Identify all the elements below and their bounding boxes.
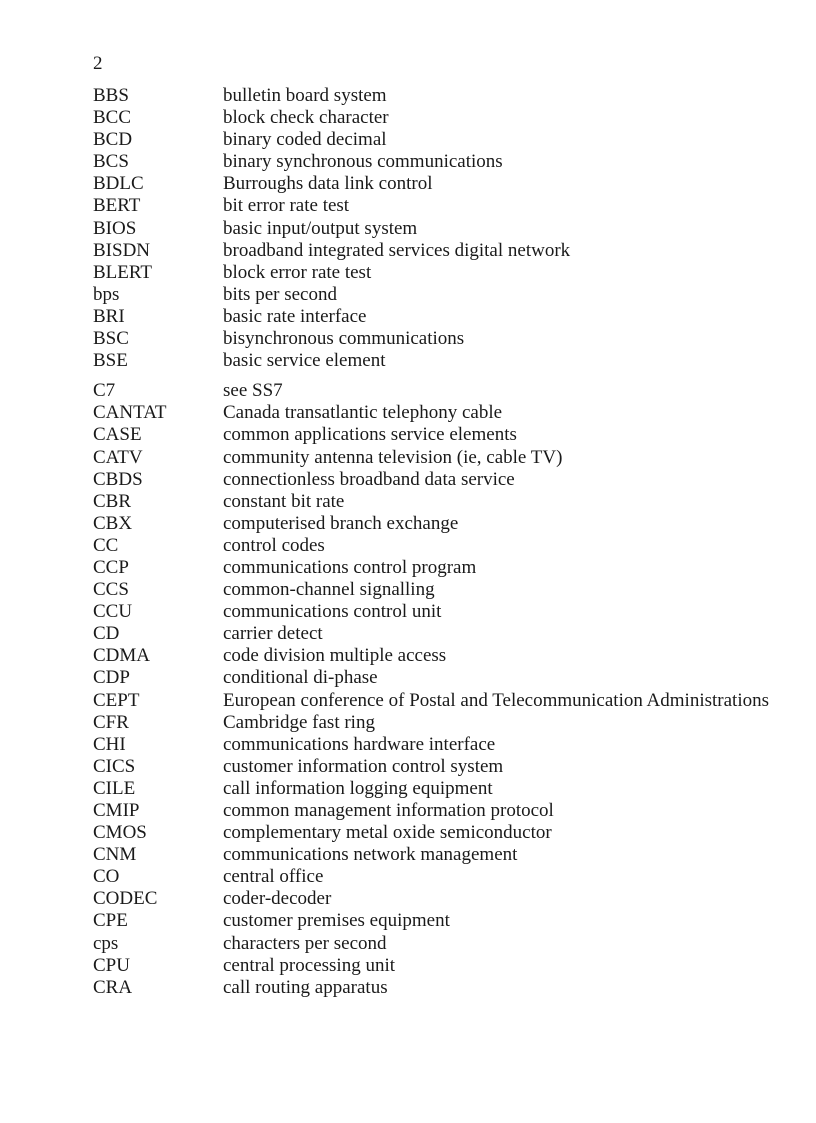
glossary-entry — [93, 328, 783, 350]
abbreviation: CBR — [93, 490, 132, 512]
abbreviation: CATV — [93, 446, 143, 468]
definition: call information logging equipment — [223, 777, 493, 799]
abbreviation: BCS — [93, 151, 129, 173]
glossary-entry — [93, 977, 783, 999]
glossary-entry — [93, 262, 783, 284]
definition: carrier detect — [223, 623, 323, 645]
definition: coder-decoder — [223, 888, 332, 910]
definition: binary synchronous communications — [223, 151, 503, 173]
definition: conditional di-phase — [223, 667, 378, 689]
abbreviation: CPE — [93, 910, 128, 932]
glossary-entry — [93, 402, 783, 424]
abbreviation: CFR — [93, 711, 129, 733]
glossary-entry — [93, 910, 783, 932]
definition: communications control program — [223, 556, 477, 578]
abbreviation: BIOS — [93, 217, 137, 239]
glossary-entry — [93, 712, 783, 734]
abbreviation: CNM — [93, 844, 137, 866]
glossary-entry — [93, 579, 783, 601]
glossary-list — [93, 85, 783, 999]
definition: block check character — [223, 107, 389, 129]
glossary-entry — [93, 822, 783, 844]
definition: Burroughs data link control — [223, 173, 433, 195]
definition: block error rate test — [223, 261, 372, 283]
abbreviation: CMIP — [93, 800, 140, 821]
definition: basic rate interface — [223, 305, 367, 327]
abbreviation: CHI — [93, 733, 126, 755]
definition: bulletin board system — [223, 85, 387, 106]
glossary-entry — [93, 690, 783, 712]
glossary-entry — [93, 218, 783, 240]
definition: common-channel signalling — [223, 579, 435, 601]
glossary-entry — [93, 513, 783, 535]
abbreviation: BCC — [93, 107, 132, 129]
glossary-entry — [93, 955, 783, 977]
definition: central processing unit — [223, 954, 396, 976]
glossary-entry — [93, 933, 783, 955]
glossary-entry — [93, 601, 783, 623]
abbreviation: CBX — [93, 512, 133, 534]
definition: customer information control system — [223, 755, 504, 777]
abbreviation: CCS — [93, 579, 129, 601]
glossary-entry — [93, 469, 783, 491]
glossary-entry — [93, 491, 783, 513]
glossary-group-b — [93, 85, 783, 372]
glossary-entry — [93, 535, 783, 557]
abbreviation: CICS — [93, 755, 136, 777]
glossary-entry — [93, 284, 783, 306]
definition: customer premises equipment — [223, 910, 450, 932]
glossary-entry — [93, 85, 783, 107]
abbreviation: BLERT — [93, 261, 153, 283]
glossary-entry — [93, 645, 783, 667]
glossary-entry — [93, 888, 783, 910]
glossary-entry — [93, 424, 783, 446]
abbreviation: CCU — [93, 601, 133, 623]
abbreviation: CANTAT — [93, 402, 167, 424]
abbreviation: bps — [93, 283, 120, 305]
glossary-entry — [93, 129, 783, 151]
glossary-entry — [93, 240, 783, 262]
abbreviation: BCD — [93, 129, 133, 151]
abbreviation: CODEC — [93, 888, 158, 910]
definition: community antenna television (ie, cable TV) — [223, 446, 563, 468]
definition: see SS7 — [223, 380, 283, 402]
abbreviation: BSC — [93, 328, 129, 350]
abbreviation: CDMA — [93, 645, 151, 667]
definition: Canada transatlantic telephony cable — [223, 402, 503, 424]
abbreviation: CRA — [93, 976, 133, 998]
definition: basic service element — [223, 350, 386, 372]
abbreviation: CPU — [93, 954, 130, 976]
glossary-entry — [93, 800, 783, 822]
glossary-entry — [93, 350, 783, 372]
glossary-entry — [93, 557, 783, 579]
glossary-entry — [93, 623, 783, 645]
glossary-entry — [93, 151, 783, 173]
abbreviation: BISDN — [93, 239, 151, 261]
abbreviation: CILE — [93, 777, 136, 799]
definition: control codes — [223, 534, 325, 556]
abbreviation: CMOS — [93, 822, 147, 844]
definition: common applications service elements — [223, 424, 517, 446]
abbreviation: CD — [93, 623, 120, 645]
glossary-entry — [93, 380, 783, 402]
definition: complementary metal oxide semiconductor — [223, 822, 552, 844]
glossary-entry — [93, 756, 783, 778]
definition: central office — [223, 866, 324, 888]
glossary-entry — [93, 306, 783, 328]
definition: code division multiple access — [223, 645, 447, 667]
abbreviation: CBDS — [93, 468, 143, 490]
abbreviation: BSE — [93, 350, 128, 372]
abbreviation: BBS — [93, 85, 129, 106]
glossary-entry — [93, 107, 783, 129]
glossary-group-c — [93, 380, 783, 999]
glossary-entry — [93, 866, 783, 888]
glossary-entry — [93, 667, 783, 689]
definition: common management information protocol — [223, 800, 554, 821]
abbreviation: CEPT — [93, 689, 140, 711]
definition: constant bit rate — [223, 490, 345, 512]
definition: connectionless broadband data service — [223, 468, 515, 490]
abbreviation: CCP — [93, 556, 129, 578]
definition: Cambridge fast ring — [223, 711, 375, 733]
abbreviation: CO — [93, 866, 120, 888]
abbreviation: cps — [93, 932, 119, 954]
abbreviation: C7 — [93, 380, 116, 402]
definition: characters per second — [223, 932, 387, 954]
definition: computerised branch exchange — [223, 512, 459, 534]
definition: communications network management — [223, 844, 518, 866]
glossary-entry — [93, 173, 783, 195]
abbreviation: BDLC — [93, 173, 144, 195]
abbreviation: CASE — [93, 424, 142, 446]
page-number: 2 — [93, 53, 103, 74]
abbreviation: BRI — [93, 305, 125, 327]
glossary-entry — [93, 447, 783, 469]
definition: bisynchronous communications — [223, 328, 465, 350]
definition: bits per second — [223, 283, 337, 305]
definition: communications control unit — [223, 601, 442, 623]
definition: European conference of Postal and Telecommunication Administrations — [223, 689, 769, 711]
definition: basic input/output system — [223, 217, 418, 239]
definition: call routing apparatus — [223, 976, 388, 998]
definition: binary coded decimal — [223, 129, 387, 151]
definition: communications hardware interface — [223, 733, 496, 755]
glossary-entry — [93, 734, 783, 756]
abbreviation: CDP — [93, 667, 130, 689]
abbreviation: BERT — [93, 195, 141, 217]
glossary-entry — [93, 195, 783, 217]
glossary-entry — [93, 844, 783, 866]
glossary-entry — [93, 778, 783, 800]
definition: bit error rate test — [223, 195, 350, 217]
abbreviation: CC — [93, 534, 119, 556]
definition: broadband integrated services digital network — [223, 239, 571, 261]
